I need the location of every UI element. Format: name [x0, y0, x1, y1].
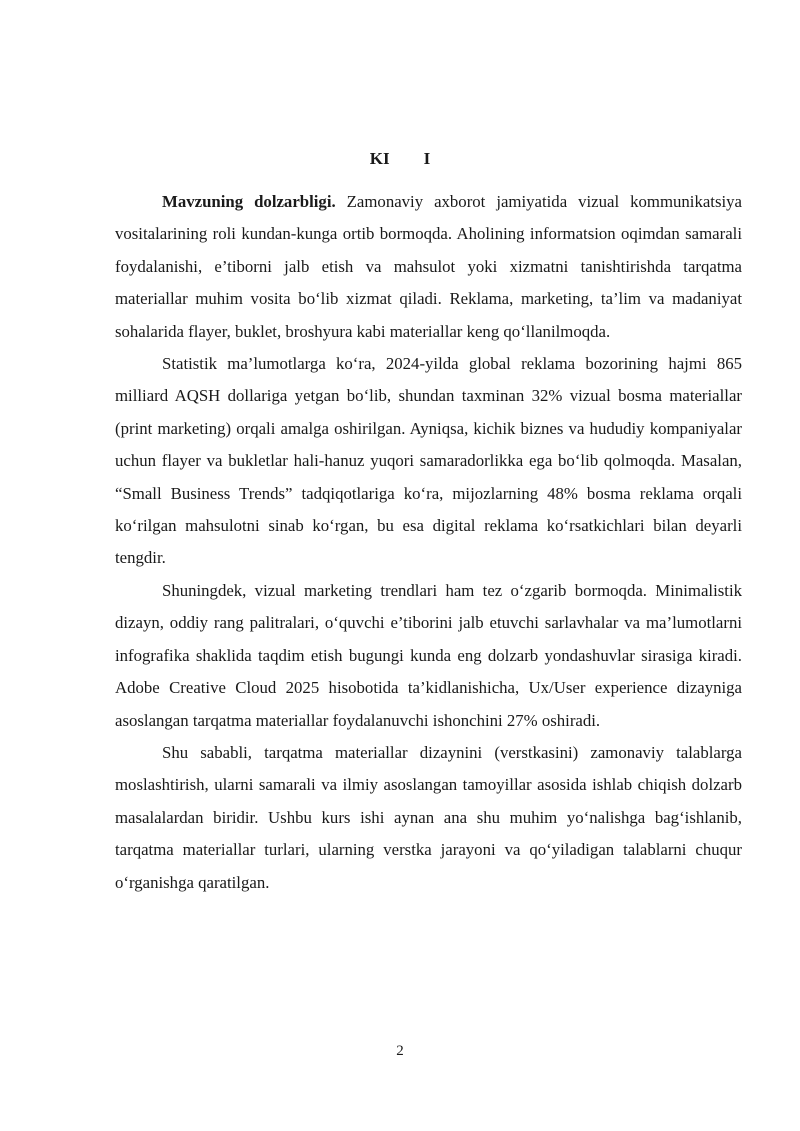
heading-left-part: KI [369, 149, 390, 168]
heading-right-part: I [423, 149, 431, 168]
section-heading [0, 147, 800, 171]
page-number: 2 [396, 1043, 404, 1059]
paragraph-relevance [115, 186, 742, 348]
paragraph-text: Zamonaviy axborot jamiyatida vizual kommunikatsiya vositalarining roli kundan-kunga ortib bormoqda. Aholining informatsion oqimdan samarali foydalanishi, e’tiborni jalb etish va mahsulot yoki xizmatni tanishtirishda tarqatma materiallar muhim vosita bo‘lib xizmat qiladi. Reklama, marketing, ta’lim va madaniyat sohalarida flayer, buklet, broshyura kabi materiallar keng qo‘llanilmoqda. [115, 192, 742, 341]
paragraph-trends: Shuningdek, vizual marketing trendlari ham tez o‘zgarib bormoqda. Minimalistik dizayn, oddiy rang palitralari, o‘quvchi e’tiborini jalb etuvchi sarlavhalar va ma’lumotlarni infografika shaklida taqdim etish bugungi kunda eng dolzarb yondashuvlar sirasiga kiradi. Adobe Creative Cloud 2025 hisobotida ta’kidlanishicha, Ux/User experience dizayniga asoslangan tarqatma materiallar foydalanuvchi ishonchini 27% oshiradi. [115, 580, 742, 730]
body-text [115, 186, 742, 899]
paragraph-statistics: Statistik ma’lumotlarga ko‘ra, 2024-yilda global reklama bozorining hajmi 865 milliard AQSH dollariga yetgan bo‘lib, shundan taxminan 32% vizual bosma materiallar (print marketing) orqali amalga oshirilgan. Ayniqsa, kichik biznes va hududiy kompaniyalar uchun flayer va bukletlar hali-hanuz yuqori samaradorlikka ega bo‘lib qolmoqda. Masalan, “Small Business Trends” tadqiqotlariga ko‘ra, mijozlarning 48% bosma reklama orqali ko‘rilgan mahsulotni sinab ko‘rgan, bu esa digital reklama ko‘rsatkichlari bilan deyarli tengdir. [115, 354, 742, 568]
paragraph-conclusion: Shu sababli, tarqatma materiallar dizaynini (verstkasini) zamonaviy talablarga moslashtirish, ularni samarali va ilmiy asoslangan tamoyillar asosida ishlab chiqish dolzarb masalalardan biridir. Ushbu kurs ishi aynan ana shu muhim yo‘nalishga bag‘ishlanib, tarqatma materiallar turlari, ularning verstka jarayoni va qo‘yiladigan talablarni chuqur o‘rganishga qaratilgan. [115, 742, 742, 892]
paragraph-lead: Mavzuning dolzarbligi. [162, 192, 336, 211]
